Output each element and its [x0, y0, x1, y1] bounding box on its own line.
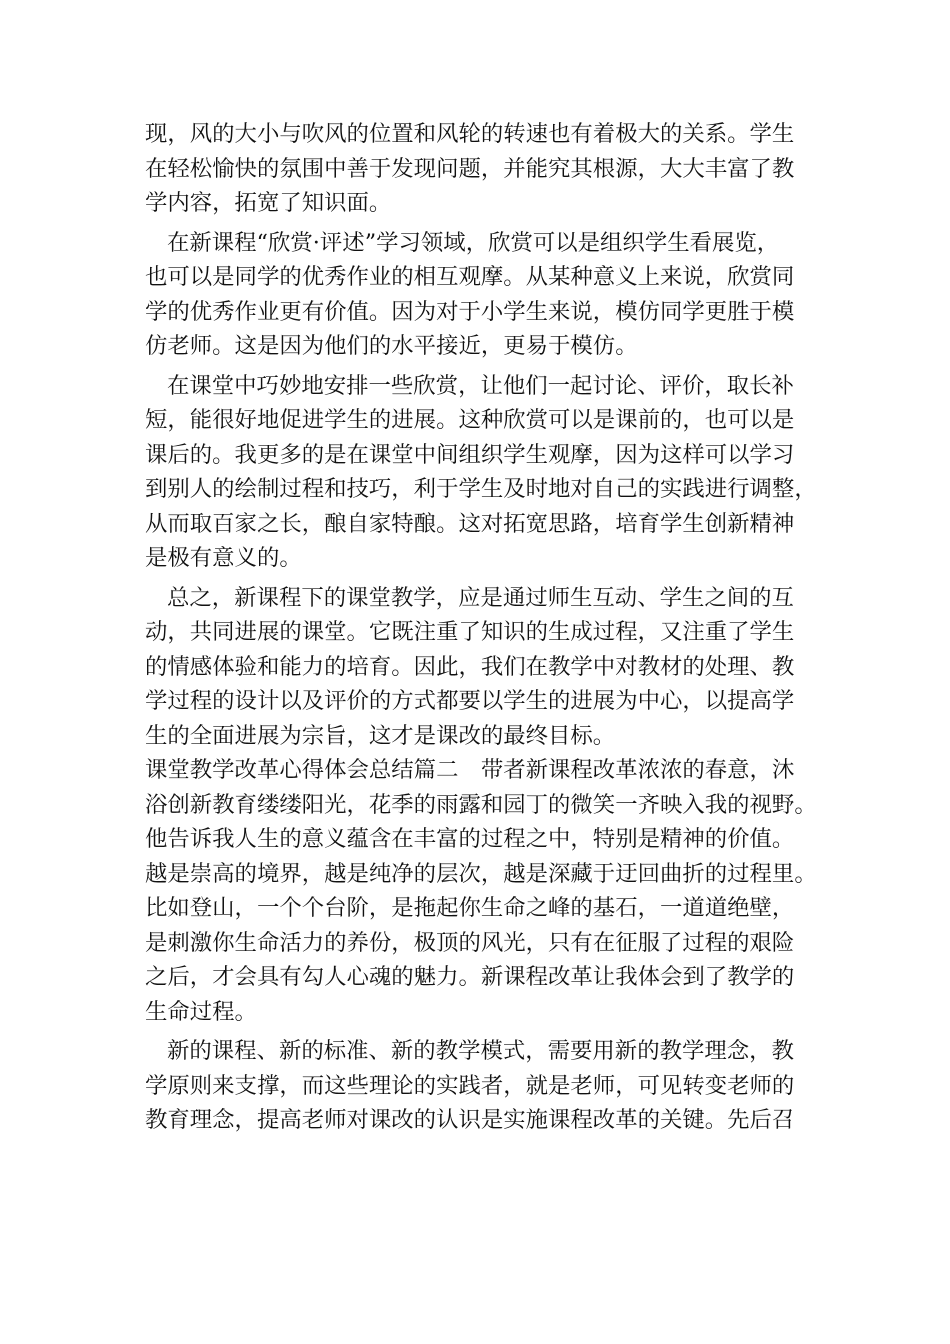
text-line: 浴创新教育缕缕阳光，花季的雨露和园丁的微笑一齐映入我的视野。 [145, 791, 817, 818]
text-line: 现，风的大小与吹风的位置和风轮的转速也有着极大的关系。学生 [145, 121, 795, 147]
text-line: 他告诉我人生的意义蕴含在丰富的过程之中，特别是精神的价值。 [145, 826, 795, 852]
text-line: 从而取百家之长，酿自家特酿。这对拓宽思路，培育学生创新精神 [145, 510, 795, 537]
paragraph [145, 226, 825, 364]
text-line: 教育理念，提高老师对课改的认识是实施课程改革的关键。先后召 [145, 1107, 795, 1133]
text-line: 动，共同进展的课堂。它既注重了知识的生成过程，又注重了学生 [145, 619, 795, 645]
text-line: 是刺激你生命活力的养份，极顶的风光，只有在征服了过程的艰险 [145, 929, 795, 956]
text-line: 越是崇高的境界，越是纯净的层次，越是深藏于迂回曲折的过程里。 [145, 860, 817, 887]
text-line: 是极有意义的。 [145, 545, 302, 571]
text-line: 学原则来支撑，而这些理论的实践者，就是老师，可见转变老师的 [145, 1072, 795, 1099]
document-page [145, 117, 825, 1138]
paragraph [145, 581, 825, 754]
text-line: 学的优秀作业更有价值。因为对于小学生来说，模仿同学更胜于模 [145, 298, 795, 325]
paragraph [145, 369, 825, 576]
text-line: 比如登山，一个个台阶，是拖起你生命之峰的基石，一道道绝壁， [145, 895, 795, 921]
text-line: 在新课程“欣赏·评述”学习领域，欣赏可以是组织学生看展览， [167, 229, 780, 256]
text-line: 仿老师。这是因为他们的水平接近，更易于模仿。 [145, 333, 638, 359]
text-line: 学内容，拓宽了知识面。 [145, 190, 392, 216]
text-line: 短，能很好地促进学生的进展。这种欣赏可以是课前的，也可以是 [145, 407, 795, 433]
text-line: 到别人的绘制过程和技巧，利于学生及时地对自己的实践进行调整， [145, 476, 817, 502]
paragraph [145, 1034, 825, 1138]
text-line: 课堂教学改革心得体会总结篇二 带者新课程改革浓浓的春意，沐 [145, 757, 795, 783]
text-line: 在课堂中巧妙地安排一些欣赏，让他们一起讨论、评价，取长补 [167, 372, 794, 399]
text-line: 的情感体验和能力的培育。因此，我们在教学中对教材的处理、教 [145, 653, 795, 680]
text-line: 在轻松愉快的氛围中善于发现问题，并能究其根源，大大丰富了教 [145, 155, 795, 182]
text-line: 总之，新课程下的课堂教学，应是通过师生互动、学生之间的互 [167, 584, 794, 611]
paragraph [145, 753, 825, 1029]
text-line: 学过程的设计以及评价的方式都要以学生的进展为中心，以提高学 [145, 688, 795, 714]
text-line: 生命过程。 [145, 998, 257, 1025]
text-line: 之后，才会具有勾人心魂的魅力。新课程改革让我体会到了教学的 [145, 964, 795, 990]
text-line: 生的全面进展为宗旨，这才是课改的最终目标。 [145, 722, 616, 749]
text-line: 课后的。我更多的是在课堂中间组织学生观摩，因为这样可以学习 [145, 441, 795, 468]
text-line: 也可以是同学的优秀作业的相互观摩。从某种意义上来说，欣赏同 [145, 264, 795, 290]
paragraph [145, 117, 825, 221]
text-line: 新的课程、新的标准、新的教学模式，需要用新的教学理念，教 [167, 1038, 794, 1064]
